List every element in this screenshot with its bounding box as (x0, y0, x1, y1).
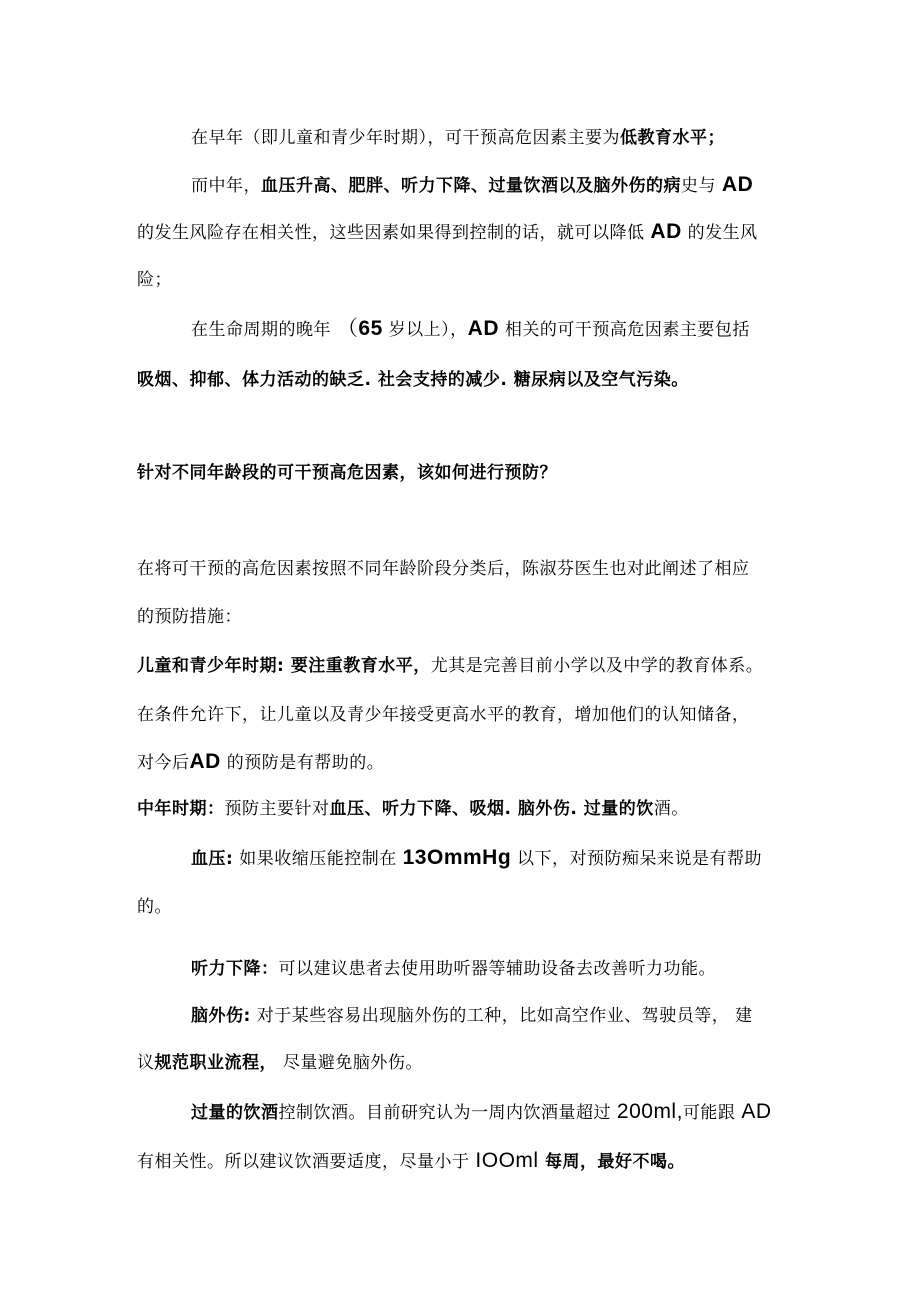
text: 的预防是有帮助的。 (226, 753, 385, 773)
text: 以下，对预防痴呆来说是有帮助 (511, 849, 763, 869)
text: 而中年， (191, 176, 261, 196)
paragraph-early-years (191, 126, 725, 150)
text: 可能跟 (682, 1103, 742, 1123)
paragraph-hearing-loss (191, 957, 716, 981)
text: 预防主要针对 (224, 799, 330, 819)
paragraph-late-life-line1 (191, 317, 750, 342)
text: 相关的可干预高危因素主要包括 (504, 320, 750, 340)
text: 在将可干预的高危因素按照不同年龄阶段分类后，陈淑芬医生也对此阐述了相应 (137, 559, 750, 579)
text: 议 (137, 1053, 155, 1073)
bold-text: 血压升高、肥胖、听力下降、过量饮酒以及脑外伤的病 (261, 176, 681, 196)
paragraph-intro-line1 (137, 557, 750, 581)
ad-term: AD (721, 173, 754, 196)
ad-term: AD (650, 220, 682, 243)
bold-text: 规范职业流程， (154, 1053, 277, 1073)
paragraph-alcohol-line1 (191, 1100, 772, 1125)
text: 对今后 (137, 753, 190, 773)
bold-text: 每周，最好不喝。 (538, 1152, 685, 1172)
text: 在早年（即儿童和青少年时期），可干预高危因素主要为 (191, 128, 620, 148)
paragraph-blood-pressure-line2 (137, 895, 172, 919)
text: 的发生风 (687, 223, 758, 243)
text: 可以建议患者去使用助听器等辅助设备去改善听力功能。 (278, 959, 716, 979)
paragraph-childhood-line1 (137, 654, 763, 678)
paragraph-brain-injury-line2 (137, 1051, 423, 1075)
text: 酒。 (653, 799, 689, 819)
paragraph-blood-pressure-line1 (191, 846, 762, 871)
paragraph-midlife-prevention (137, 797, 689, 821)
heading-text: 针对不同年龄段的可干预高危因素，该如何进行预防？ (137, 463, 557, 483)
bold-text: 血压、听力下降、吸烟. 脑外伤. 过量的饮 (329, 799, 654, 819)
bold-text: 儿童和青少年时期: 要注重教育水平， (137, 656, 431, 676)
text: 有相关性。所以建议饮酒要适度，尽量小于 (137, 1152, 476, 1172)
text: 史与 (681, 176, 716, 196)
bold-text: 吸烟、抑郁、体力活动的缺乏. 社会支持的减少. 糖尿病以及空气污染。 (137, 370, 689, 390)
text: 如果收缩压能控制在 (233, 849, 403, 869)
pressure-value: 13OmmHg (402, 846, 512, 869)
alcohol-amount: 200ml, (616, 1100, 683, 1123)
bold-text: 脑外伤: (191, 1006, 251, 1026)
bold-text: 听力下降： (191, 959, 279, 979)
age-number: 65 (358, 317, 383, 340)
paragraph-alcohol-line2 (137, 1149, 685, 1174)
paragraph-midlife-line2 (137, 220, 758, 245)
ad-term: AD (467, 317, 500, 340)
paragraph-midlife-line1 (191, 173, 753, 198)
text: 尽量避免脑外伤。 (277, 1053, 423, 1073)
paren: （ (336, 317, 359, 340)
text: 对于某些容易出现脑外伤的工种，比如高空作业、驾驶员等， 建 (250, 1006, 753, 1026)
paragraph-childhood-line3 (137, 750, 384, 775)
text: 的发生风险存在相关性，这些因素如果得到控制的话，就可以降低 (137, 223, 645, 243)
text: 的。 (137, 897, 172, 917)
text: 的预防措施： (137, 607, 242, 627)
ad-term: AD (741, 1100, 772, 1123)
section-heading (137, 461, 557, 485)
text: 险； (137, 270, 172, 290)
text: 岁以上）， (388, 320, 468, 340)
text: 尤其是完善目前小学以及中学的教育体系。 (430, 656, 764, 676)
alcohol-limit: IOOml (475, 1149, 539, 1172)
paragraph-brain-injury-line1 (191, 1004, 753, 1028)
paragraph-childhood-line2 (137, 703, 750, 727)
bold-text: 血压: (191, 849, 234, 869)
bold-text: 中年时期： (137, 799, 225, 819)
paragraph-midlife-line3 (137, 268, 172, 292)
ad-term: AD (189, 750, 221, 773)
text: 在生命周期的晚年 (191, 320, 331, 340)
text: 在条件允许下，让儿童以及青少年接受更高水平的教育，增加他们的认知储备， (137, 705, 750, 725)
paragraph-intro-line2 (137, 605, 242, 629)
bold-text: 低教育水平； (620, 128, 725, 148)
bold-text: 过量的饮酒 (191, 1103, 279, 1123)
paragraph-late-life-line2 (137, 368, 689, 392)
text: 控制饮酒。目前研究认为一周内饮酒量超过 (278, 1103, 617, 1123)
